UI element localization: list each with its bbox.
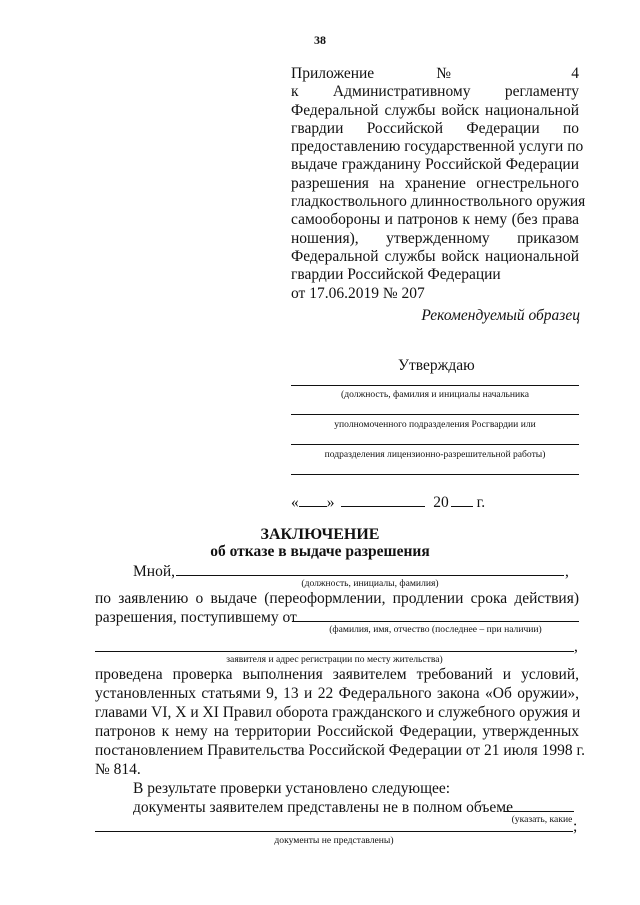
document-title: ЗАКЛЮЧЕНИЕ — [260, 526, 380, 543]
date-line — [291, 493, 485, 512]
annex-header — [291, 65, 586, 303]
applicant-comma: , — [574, 638, 578, 655]
annex-line: предоставлению государственной услуги по — [291, 138, 584, 156]
applicant-caption: заявителя и адрес регистрации по месту жительства) — [226, 654, 443, 665]
by-me-label: Мной, — [133, 563, 175, 580]
position-line — [176, 575, 564, 576]
received-from-line — [292, 621, 579, 622]
docs-caption: документы не представлены) — [274, 835, 394, 846]
applicant-line — [95, 651, 574, 652]
document-subtitle: об отказе в выдаче разрешения — [210, 543, 430, 560]
approver-line-1 — [291, 385, 579, 386]
check-paragraph-line: проведена проверка выполнения заявителем требований и условий, — [95, 666, 579, 683]
annex-line: ношения), утвержденному приказом — [291, 229, 579, 247]
page-number: 38 — [314, 33, 326, 47]
docs-list-line — [95, 831, 573, 832]
annex-line: гвардии Российской Федерации по — [291, 119, 579, 137]
date-year-suffix: г. — [476, 494, 486, 511]
approver-caption-3: подразделения лицензионно-разрешительной работы) — [324, 449, 546, 460]
annex-line: разрешения на хранение огнестрельного — [291, 174, 579, 192]
check-paragraph-last: № 814. — [95, 761, 141, 778]
check-paragraph-line: установленных статьями 9, 13 и 22 Федерального закона «Об оружии», — [95, 685, 579, 702]
date-day-blank — [299, 493, 327, 507]
annex-line: выдаче гражданину Российской Федерации — [291, 156, 579, 174]
check-paragraph-line: постановлением Правительства Российской Федерации от 21 июля 1998 г. — [95, 742, 585, 759]
docs-semicolon: ; — [573, 818, 578, 835]
annex-line: к Административному регламенту — [291, 83, 579, 101]
approver-line-3 — [291, 444, 579, 445]
date-open-quote: « — [291, 494, 299, 511]
received-from-label: разрешения, поступившему от — [95, 609, 297, 626]
annex-line: от 17.06.2019 № 207 — [291, 284, 425, 302]
annex-line: гвардии Российской Федерации — [291, 266, 501, 284]
specify-caption: (указать, какие — [511, 814, 573, 825]
date-month-blank — [341, 493, 425, 507]
fio-caption: (фамилия, имя, отчество (последнее – при наличии) — [329, 624, 542, 635]
approver-line-4 — [291, 474, 579, 475]
check-paragraph-line: патронов к нему на территории Российской Федерации, утвержденных — [95, 723, 579, 740]
application-line: по заявлению о выдаче (переоформлении, продлении срока действия) — [95, 590, 579, 607]
result-intro: В результате проверки установлено следующее: — [133, 780, 451, 797]
approver-line-2 — [291, 414, 579, 415]
position-caption: (должность, инициалы, фамилия) — [301, 578, 439, 589]
docs-specify-line — [504, 811, 574, 812]
annex-line: Федеральной службы войск национальной — [291, 101, 579, 119]
date-close-quote: » — [326, 494, 335, 511]
date-year-blank — [451, 493, 473, 507]
annex-line: Приложение № 4 — [291, 65, 579, 82]
annex-line: Федеральной службы войск национальной — [291, 247, 579, 265]
approver-caption-2: уполномоченного подразделения Росгвардии или — [334, 419, 536, 430]
approve-title: Утверждаю — [398, 357, 475, 374]
recommended-sample: Рекомендуемый образец — [421, 307, 580, 324]
check-paragraph-line: главами VI, X и XI Правил оборота гражданского и служебного оружия и — [95, 704, 581, 721]
date-year-prefix: 20 — [433, 494, 449, 511]
by-me-comma: , — [565, 563, 569, 580]
docs-incomplete-label: документы заявителем представлены не в полном объеме — [133, 799, 513, 816]
annex-line: самообороны и патронов к нему (без права — [291, 211, 579, 229]
annex-line: гладкоствольного длинноствольного оружия — [291, 193, 586, 211]
approver-caption-1: (должность, фамилия и инициалы начальника — [341, 389, 529, 400]
